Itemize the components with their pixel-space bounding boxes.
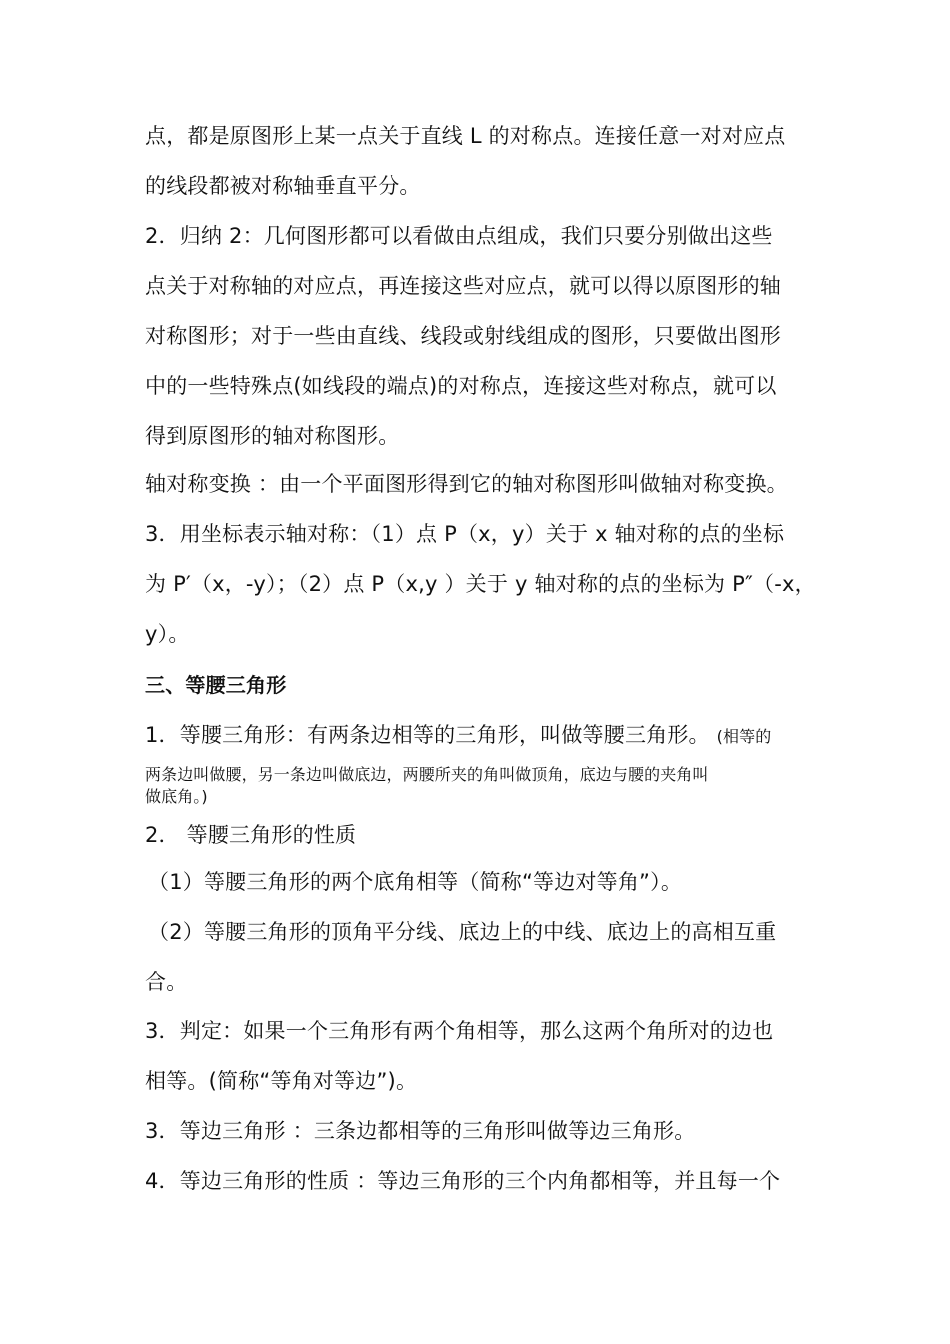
paragraph-line xyxy=(145,720,817,750)
paragraph-line: 2． 等腰三角形的性质 xyxy=(145,823,357,847)
paragraph-line: 为 P′（x，-y）；（2）点 P（x,y ）关于 y 轴对称的点的坐标为 P″（-x， xyxy=(145,572,816,596)
section-heading: 三、等腰三角形 xyxy=(145,673,287,697)
paragraph-line: （1）等腰三角形的两个底角相等（简称“等边对等角”）。 xyxy=(148,870,683,894)
paragraph-line: 轴对称变换 ：由一个平面图形得到它的轴对称图形叫做轴对称变换。 xyxy=(145,472,788,496)
paragraph-line: y）。 xyxy=(145,622,190,646)
paragraph-line: 2．归纳 2：几何图形都可以看做由点组成，我们只要分别做出这些 xyxy=(145,224,773,248)
paragraph-line: 中的一些特殊点(如线段的端点)的对称点，连接这些对称点，就可以 xyxy=(145,374,777,398)
paragraph-line: 3．等边三角形 ：三条边都相等的三角形叫做等边三角形。 xyxy=(145,1119,696,1143)
paragraph-note-line: 做底角。) xyxy=(145,787,208,806)
paragraph-line: （2）等腰三角形的顶角平分线、底边上的中线、底边上的高相互重 xyxy=(148,920,777,944)
paragraph-line: 3．用坐标表示轴对称：（1）点 P（x，y）关于 x 轴对称的点的坐标 xyxy=(145,522,785,546)
paragraph-note: (相等的 xyxy=(716,727,772,746)
paragraph-line: 点关于对称轴的对应点，再连接这些对应点，就可以得以原图形的轴 xyxy=(145,274,781,298)
paragraph-line: 对称图形；对于一些由直线、线段或射线组成的图形，只要做出图形 xyxy=(145,324,781,348)
paragraph-line: 4．等边三角形的性质 ：等边三角形的三个内角都相等，并且每一个 xyxy=(145,1169,781,1193)
paragraph-text: 1．等腰三角形：有两条边相等的三角形，叫做等腰三角形。 xyxy=(145,723,710,747)
paragraph-line: 相等。(简称“等角对等边”)。 xyxy=(145,1069,418,1093)
paragraph-line: 点，都是原图形上某一点关于直线 L 的对称点。连接任意一对对应点 xyxy=(145,124,786,148)
paragraph-line: 合。 xyxy=(145,970,188,994)
paragraph-line: 的线段都被对称轴垂直平分。 xyxy=(145,174,421,198)
paragraph-line: 得到原图形的轴对称图形。 xyxy=(145,424,400,448)
paragraph-line: 3．判定：如果一个三角形有两个角相等，那么这两个角所对的边也 xyxy=(145,1019,774,1043)
paragraph-note-line: 两条边叫做腰，另一条边叫做底边，两腰所夹的角叫做顶角，底边与腰的夹角叫 xyxy=(145,765,709,784)
